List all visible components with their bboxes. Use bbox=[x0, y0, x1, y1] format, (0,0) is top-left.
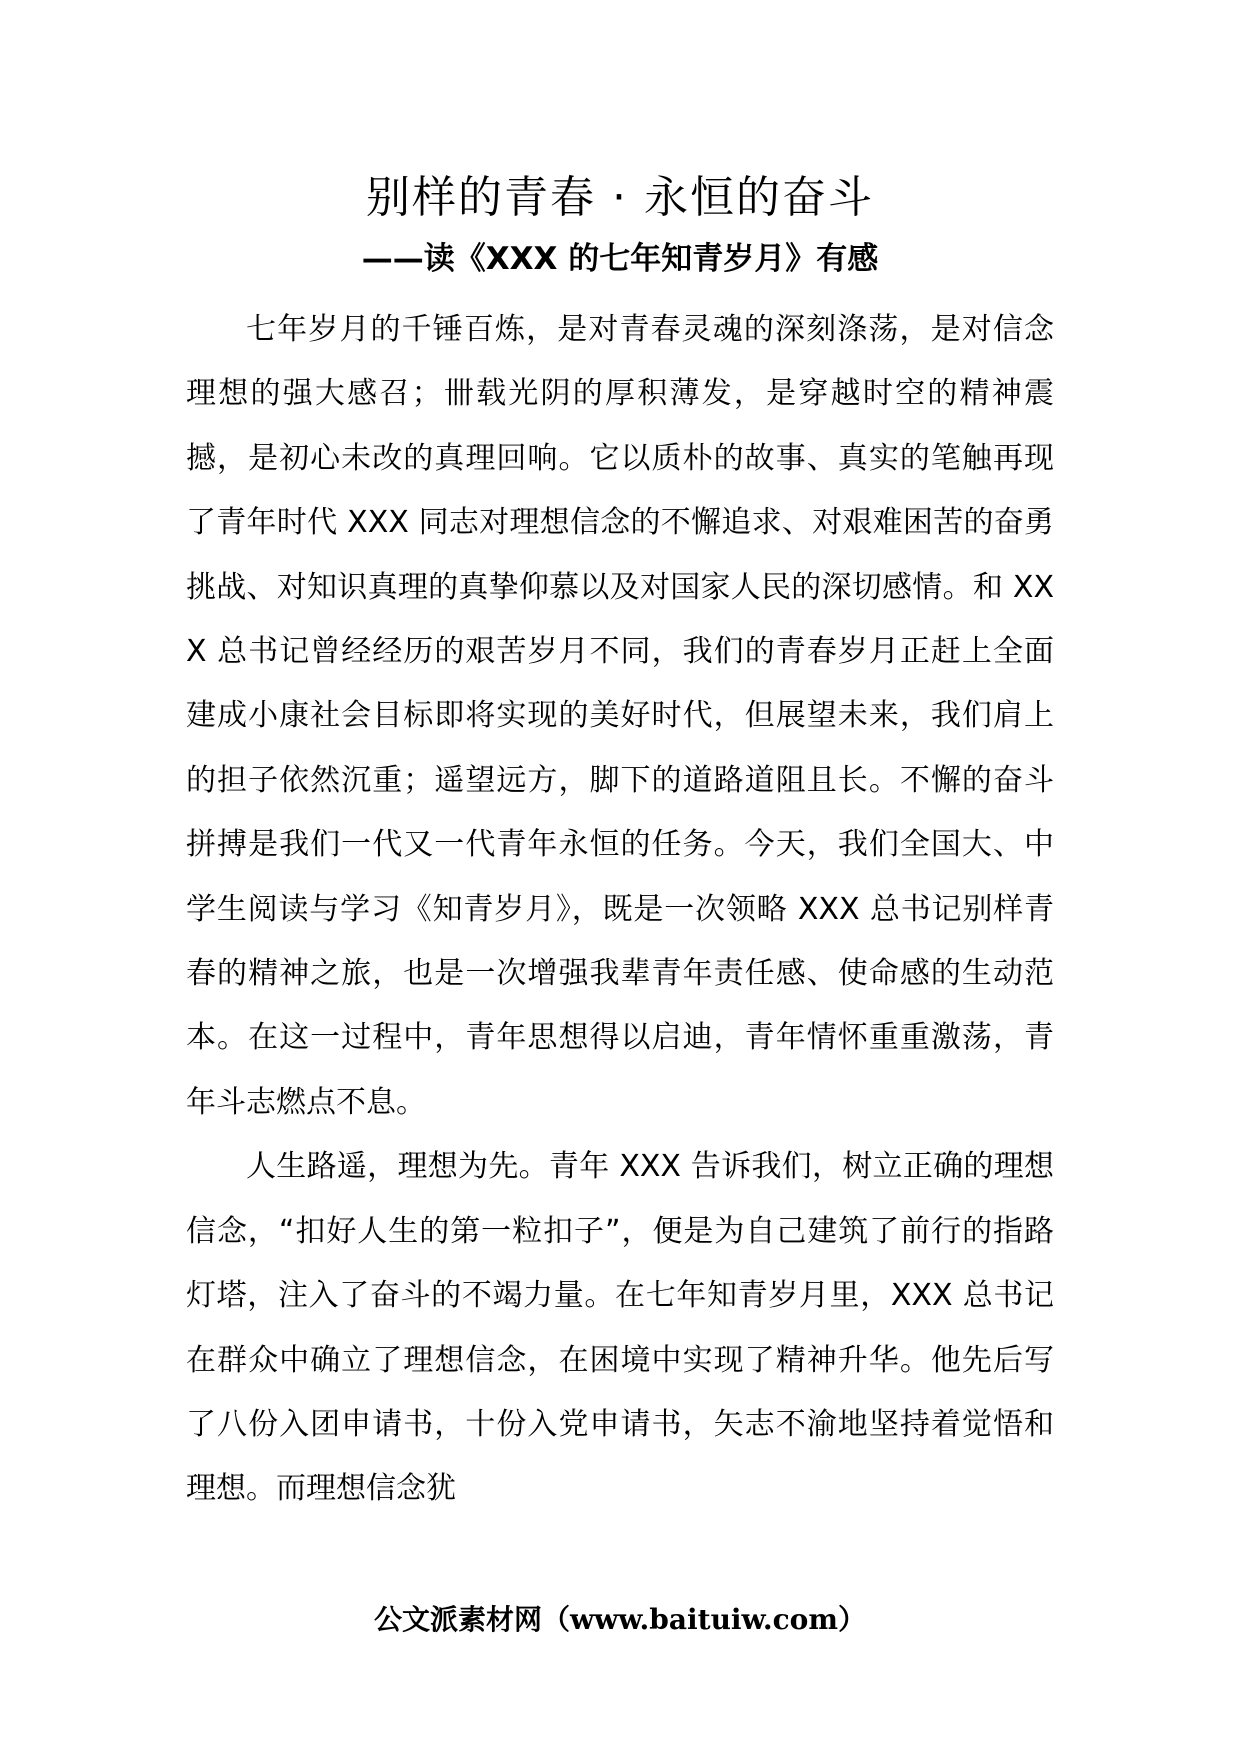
document-subtitle: ——读《XXX 的七年知青岁月》有感 bbox=[361, 241, 879, 277]
paragraph: 人生路遥，理想为先。青年 XXX 告诉我们，树立正确的理想信念，“扣好人生的第一粒扣子”，便是为自己建筑了前行的指路灯塔，注入了奋斗的不竭力量。在七年知青岁月里，XXX 总书记在群众中确立了理想信念，在困境中实现了精神升华。他先后写了八份入团申请书，十份入党申请书，矢志不渝地坚持着觉悟和理想。而理想信念犹 bbox=[186, 1149, 1054, 1507]
document-title: 别样的青春 · 永恒的奋斗 bbox=[366, 172, 874, 223]
footer-watermark: 公文派素材网（www.baituiw.com） bbox=[374, 1603, 866, 1636]
document-body bbox=[186, 298, 1054, 1522]
paragraph: 七年岁月的千锤百炼，是对青春灵魂的深刻涤荡，是对信念理想的强大感召；卌载光阴的厚积薄发，是穿越时空的精神震撼，是初心未改的真理回响。它以质朴的故事、真实的笔触再现了青年时代 XXX 同志对理想信念的不懈追求、对艰难困苦的奋勇挑战、对知识真理的真挚仰慕以及对国家人民的深切感情。和 XXX 总书记曾经经历的艰苦岁月不同，我们的青春岁月正赶上全面建成小康社会目标即将实现的美好时代，但展望未来，我们肩上的担子依然沉重；遥望远方，脚下的道路道阻且长。不懈的奋斗拼搏是我们一代又一代青年永恒的任务。今天，我们全国大、中学生阅读与学习《知青岁月》，既是一次领略 XXX 总书记别样青春的精神之旅，也是一次增强我辈青年责任感、使命感的生动范本。在这一过程中，青年思想得以启迪，青年情怀重重激荡，青年斗志燃点不息。 bbox=[186, 312, 1054, 1120]
